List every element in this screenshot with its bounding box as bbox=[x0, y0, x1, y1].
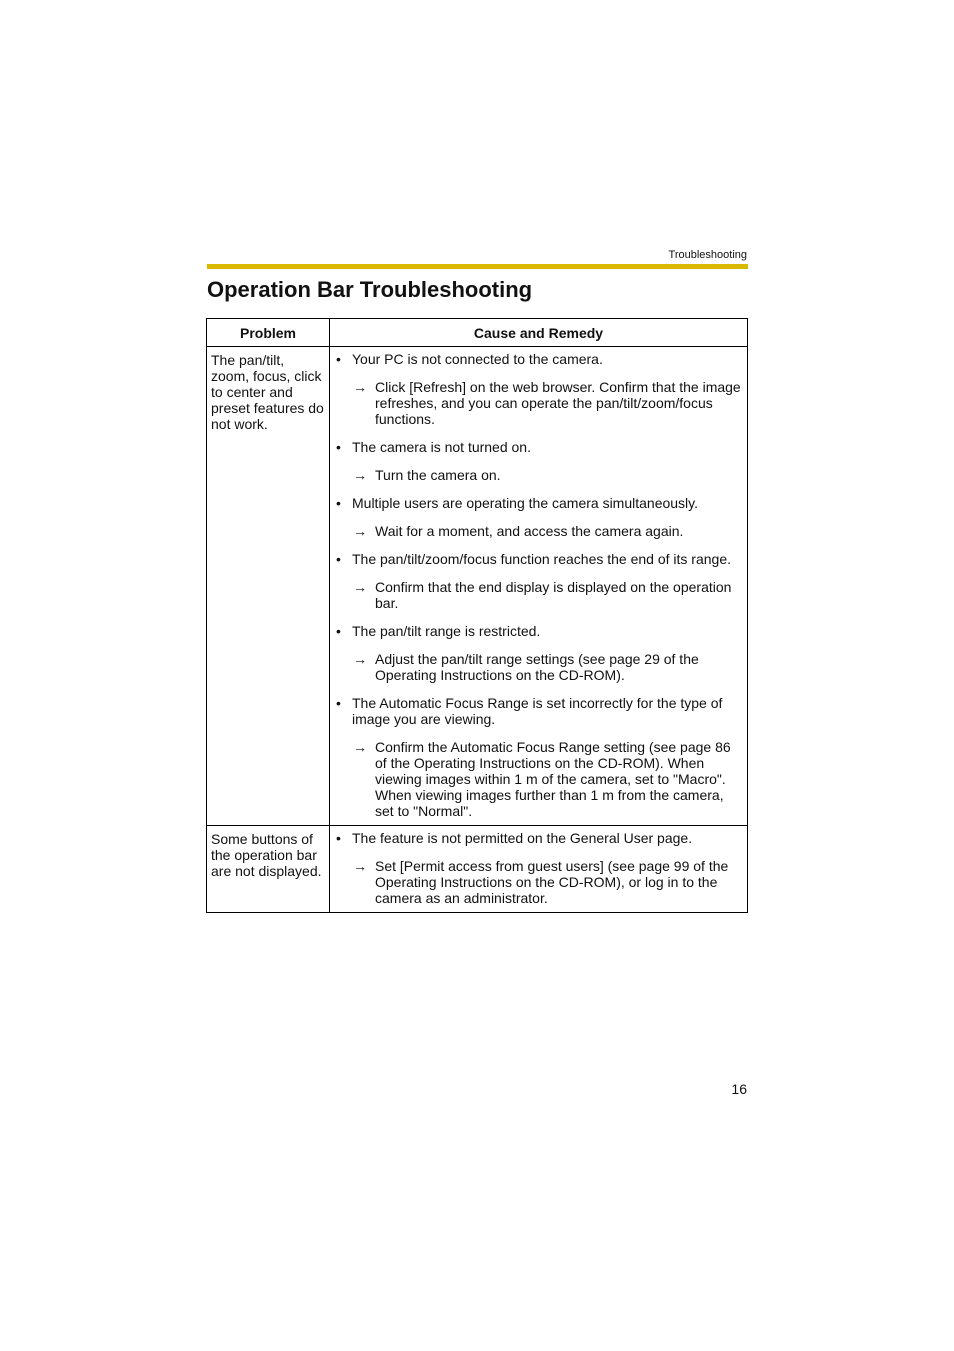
cause-item bbox=[334, 695, 743, 727]
page-title: Operation Bar Troubleshooting bbox=[207, 277, 533, 302]
remedy-item bbox=[334, 739, 743, 819]
page-number: 16 bbox=[731, 1081, 747, 1097]
arrow-right-icon: → bbox=[353, 651, 367, 667]
cause-text: The Automatic Focus Range is set incorrectly for the type of image you are viewing. bbox=[352, 695, 723, 727]
remedy-item bbox=[334, 858, 743, 906]
cause-remedy-cell bbox=[330, 347, 748, 826]
cause-text: The camera is not turned on. bbox=[352, 439, 531, 455]
cause-item bbox=[334, 551, 743, 567]
header-rule bbox=[207, 264, 748, 269]
remedy-text: Wait for a moment, and access the camera again. bbox=[375, 523, 684, 539]
cause-item bbox=[334, 439, 743, 455]
bullet-icon: • bbox=[336, 830, 341, 846]
remedy-text: Adjust the pan/tilt range settings (see page 29 of the Operating Instructions on the CD-ROM). bbox=[375, 651, 699, 683]
arrow-right-icon: → bbox=[353, 579, 367, 595]
problem-column-header: Problem bbox=[207, 319, 330, 347]
problem-cell: The pan/tilt, zoom, focus, click to center and preset features do not work. bbox=[207, 347, 330, 826]
arrow-right-icon: → bbox=[353, 467, 367, 483]
table-row bbox=[207, 347, 748, 826]
problem-cell: Some buttons of the operation bar are not displayed. bbox=[207, 826, 330, 913]
cause-item bbox=[334, 351, 743, 367]
remedy-item bbox=[334, 379, 743, 427]
remedy-item bbox=[334, 651, 743, 683]
cause-text: Multiple users are operating the camera simultaneously. bbox=[352, 495, 699, 511]
cause-item bbox=[334, 830, 743, 846]
bullet-icon: • bbox=[336, 695, 341, 711]
bullet-icon: • bbox=[336, 351, 341, 367]
remedy-text: Turn the camera on. bbox=[375, 467, 501, 483]
cause-text: The pan/tilt/zoom/focus function reaches the end of its range. bbox=[352, 551, 731, 567]
table-header-row bbox=[207, 319, 748, 347]
arrow-right-icon: → bbox=[353, 379, 367, 395]
remedy-item bbox=[334, 579, 743, 611]
cause-remedy-cell bbox=[330, 826, 748, 913]
bullet-icon: • bbox=[336, 551, 341, 567]
bullet-icon: • bbox=[336, 439, 341, 455]
cause-item bbox=[334, 495, 743, 511]
remedy-text: Click [Refresh] on the web browser. Confirm that the image refreshes, and you can operate the pan/tilt/zoom/focus functions. bbox=[375, 379, 741, 427]
arrow-right-icon: → bbox=[353, 858, 367, 874]
remedy-text: Confirm the Automatic Focus Range setting (see page 86 of the Operating Instructions on the CD-ROM). When viewing images within 1 m of the camera, set to "Macro". When viewing images further than 1 m from the camera, set to "Normal". bbox=[375, 739, 731, 819]
troubleshooting-table bbox=[206, 318, 748, 913]
remedy-item bbox=[334, 523, 743, 539]
remedy-text: Set [Permit access from guest users] (see page 99 of the Operating Instructions on the CD-ROM), or log in to the camera as an administrator. bbox=[375, 858, 729, 906]
arrow-right-icon: → bbox=[353, 523, 367, 539]
cause-text: Your PC is not connected to the camera. bbox=[352, 351, 603, 367]
cause-text: The feature is not permitted on the General User page. bbox=[352, 830, 693, 846]
cause-remedy-column-header: Cause and Remedy bbox=[330, 319, 748, 347]
section-header-label: Troubleshooting bbox=[668, 249, 747, 261]
remedy-text: Confirm that the end display is displayed on the operation bar. bbox=[375, 579, 732, 611]
table-row bbox=[207, 826, 748, 913]
cause-text: The pan/tilt range is restricted. bbox=[352, 623, 541, 639]
cause-item bbox=[334, 623, 743, 639]
bullet-icon: • bbox=[336, 495, 341, 511]
bullet-icon: • bbox=[336, 623, 341, 639]
arrow-right-icon: → bbox=[353, 739, 367, 755]
remedy-item bbox=[334, 467, 743, 483]
